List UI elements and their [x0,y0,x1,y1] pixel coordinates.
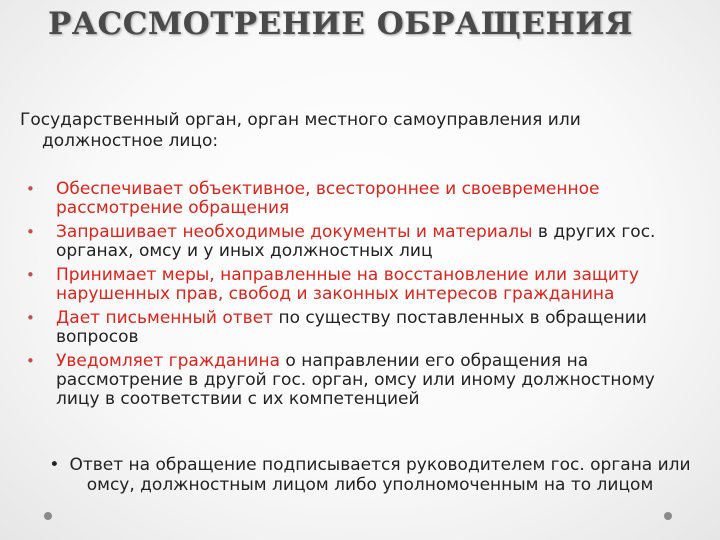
duties-list [20,180,700,409]
bullet-icon: • [26,352,35,370]
item-highlight: Обеспечивает объективное, всестороннее и своевременное [56,179,600,199]
item-text: в других гос. органах, омсу и у иных должностных лиц [56,222,656,261]
corner-dot-left [44,512,52,520]
list-item [20,352,700,409]
intro-line-2: должностное лицо: [42,131,219,151]
bullet-icon: • [26,223,35,241]
note-text: Ответ на обращение подписывается руководителем гос. органа или омсу, должностным лицом либо уполномоченным на то лицом [69,455,691,495]
item-highlight: Дает письменный ответ [56,308,274,328]
list-item [20,309,700,347]
slide-title: РАССМОТРЕНИЕ ОБРАЩЕНИЯ [48,6,633,42]
item-highlight: Принимает меры, направленные на восстановление или защиту нарушенных прав, свобод и законных интересов гражданина [56,265,639,304]
list-item [20,223,700,261]
item-highlight: Уведомляет гражданина [56,351,280,371]
corner-dot-right [664,512,672,520]
item-text: по существу поставленных в обращении вопросов [56,308,647,347]
signature-note [40,455,700,495]
list-item [20,266,700,304]
intro-line-1: Государственный орган, орган местного самоуправления или [20,110,581,130]
intro-text [20,110,700,152]
bullet-icon: • [26,266,35,284]
item-text: о направлении его обращения на рассмотрение в другой гос. орган, омсу или иному должностному лицу в соответствии с их компетенцией [56,351,655,409]
item-highlight-cont: рассмотрение обращения [56,198,290,218]
bullet-icon: • [26,180,35,198]
item-highlight: Запрашивает необходимые документы и материалы [56,222,533,242]
note-bullet-icon: • [49,455,60,475]
bullet-icon: • [26,309,35,327]
list-item [20,180,700,218]
